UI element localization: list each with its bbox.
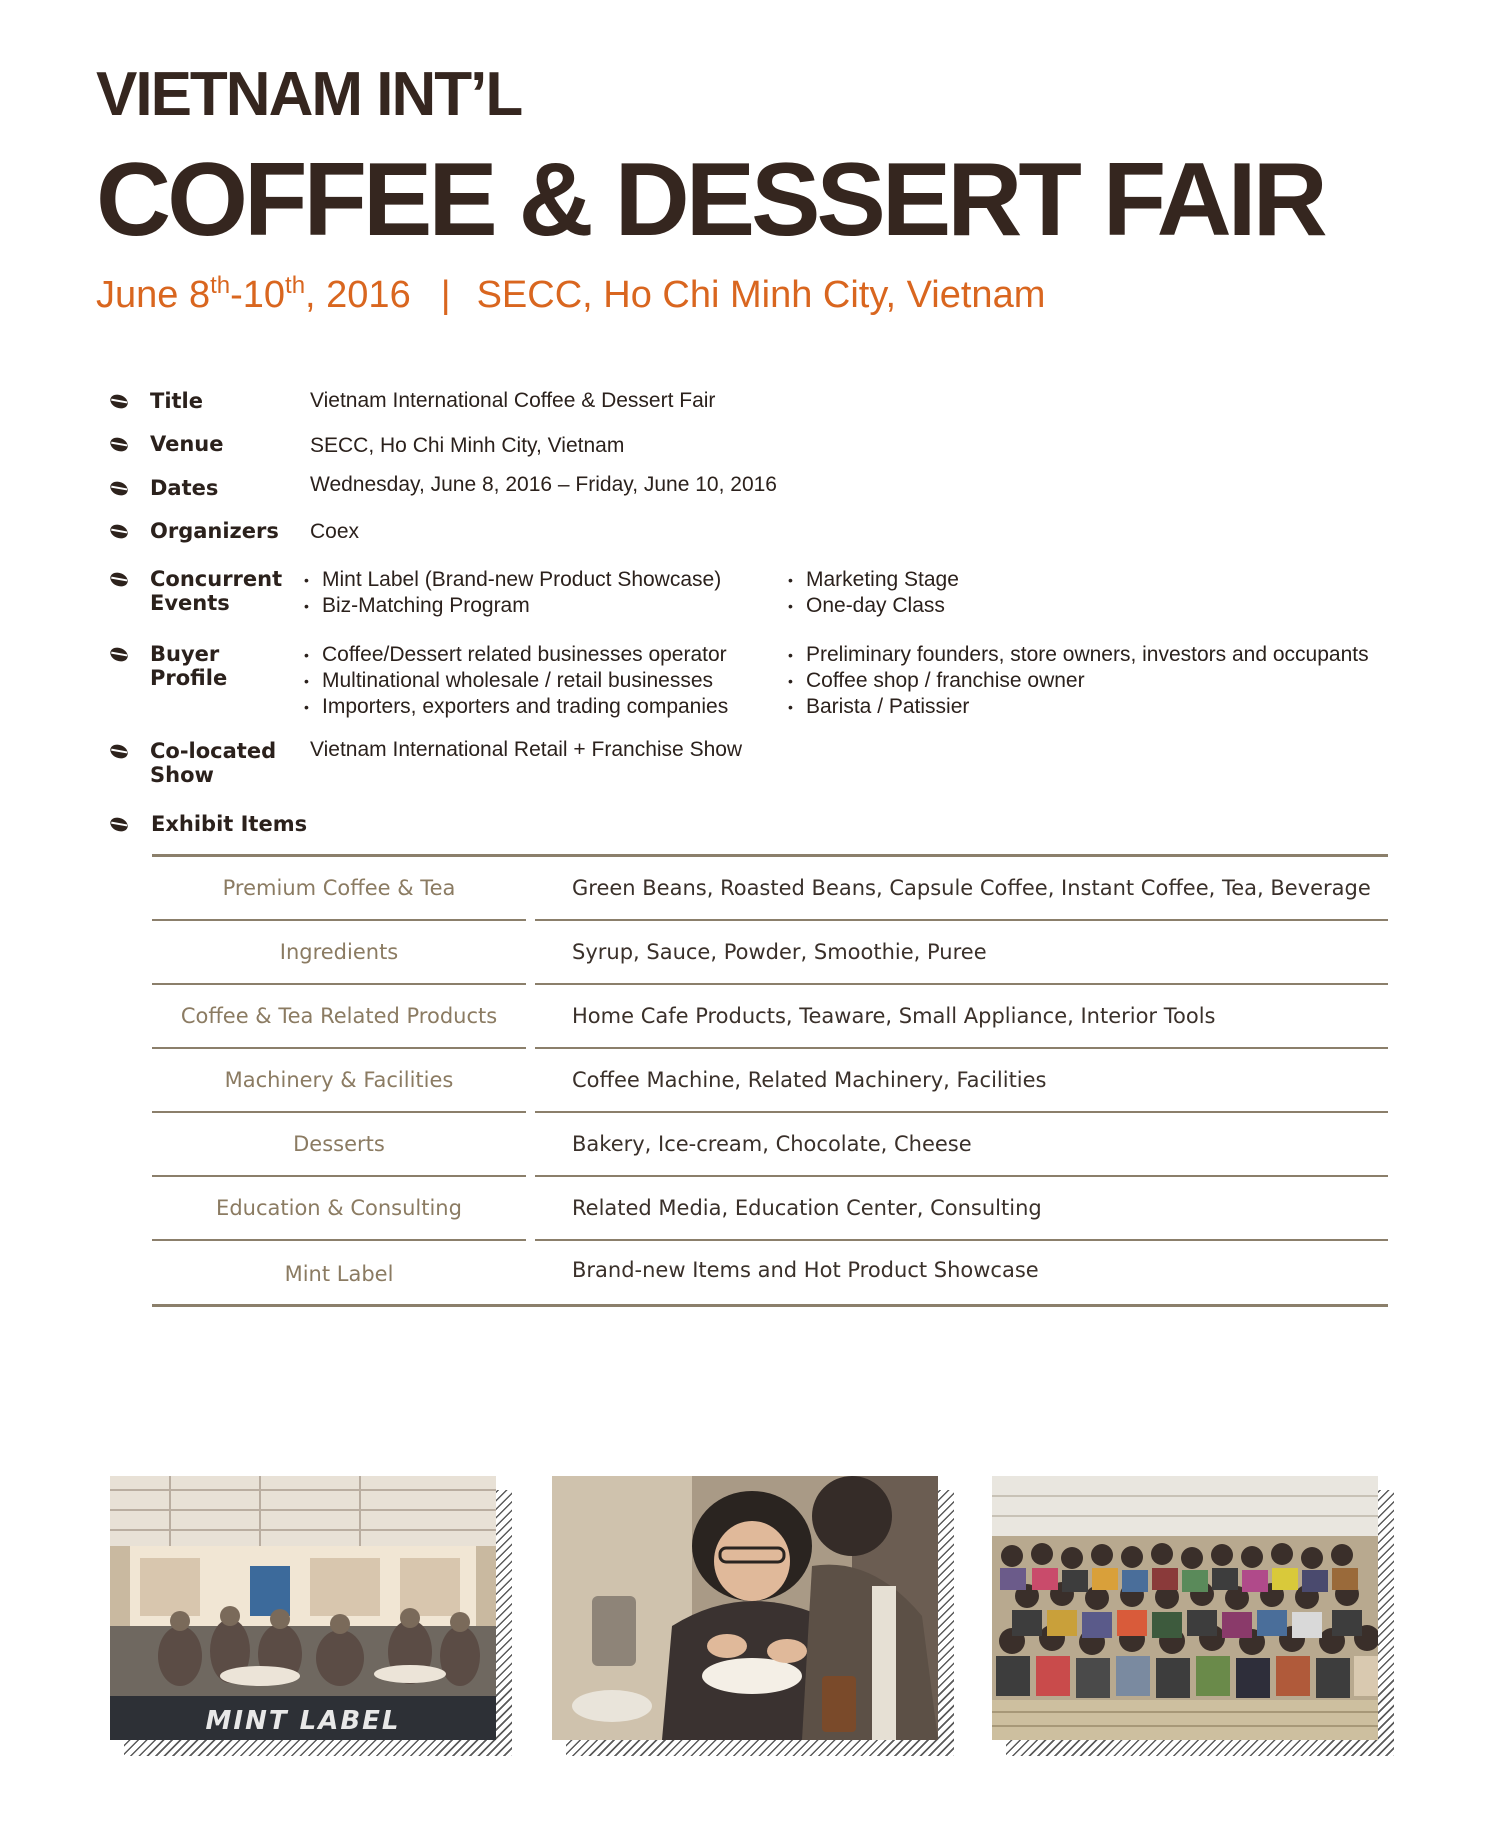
- list-item: • Importers, exporters and trading companies: [304, 694, 728, 720]
- table-row: [152, 1177, 1388, 1241]
- exhibit-category: Coffee & Tea Related Products: [180, 1004, 498, 1028]
- coffee-bean-icon: [108, 645, 130, 664]
- exhibit-category: Education & Consulting: [216, 1196, 462, 1220]
- coffee-bean-icon: [108, 815, 130, 834]
- coffee-bean-icon: [108, 742, 130, 761]
- audience-illustration: [992, 1476, 1378, 1740]
- concurrent-events-list-2: [788, 567, 959, 619]
- photo-image: [110, 1476, 496, 1740]
- photo-image: [552, 1476, 938, 1740]
- coffee-bean-icon: [108, 435, 130, 454]
- info-label: Exhibit Items: [151, 812, 308, 836]
- exhibit-items: Brand-new Items and Hot Product Showcase: [572, 1258, 1039, 1282]
- coffee-bean-icon: [108, 570, 130, 589]
- photo-mint-label-booth: [110, 1476, 512, 1756]
- photo-audience: [992, 1476, 1394, 1756]
- booth-illustration: [110, 1476, 496, 1740]
- concurrent-events-list-1: [304, 567, 721, 619]
- info-label-line: Concurrent: [150, 567, 283, 591]
- info-label: Venue: [150, 432, 224, 456]
- photo-image: [992, 1476, 1378, 1740]
- exhibit-items: Home Cafe Products, Teaware, Small Appliance, Interior Tools: [572, 1004, 1216, 1028]
- exhibit-items: Green Beans, Roasted Beans, Capsule Coffee, Instant Coffee, Tea, Beverage: [572, 876, 1371, 900]
- date-end-sup: th: [285, 272, 306, 299]
- photo-coffee-class: [552, 1476, 954, 1756]
- exhibit-category: Ingredients: [279, 940, 399, 964]
- title-line-2: COFFEE & DESSERT FAIR: [96, 142, 1324, 258]
- exhibit-category: Machinery & Facilities: [224, 1068, 454, 1092]
- separator: |: [440, 274, 451, 316]
- info-value: Wednesday, June 8, 2016 – Friday, June 10, 2016: [310, 473, 777, 496]
- info-value: Coex: [310, 520, 360, 543]
- table-row: [152, 1049, 1388, 1113]
- date-year: , 2016: [305, 274, 411, 316]
- exhibit-items: Bakery, Ice-cream, Chocolate, Cheese: [572, 1132, 972, 1156]
- exhibit-items: Related Media, Education Center, Consulting: [572, 1196, 1042, 1220]
- info-label-line: Show: [150, 763, 214, 787]
- buyer-profile-list-2: [788, 642, 1369, 720]
- list-item: • Coffee/Dessert related businesses operator: [304, 642, 728, 668]
- coffee-bean-icon: [108, 522, 130, 541]
- info-value: Vietnam International Retail + Franchise Show: [310, 738, 743, 761]
- info-label: Title: [150, 389, 204, 413]
- list-item: • Preliminary founders, store owners, investors and occupants: [788, 642, 1369, 668]
- table-row: [152, 985, 1388, 1049]
- list-item: • Marketing Stage: [788, 567, 959, 593]
- list-item: • Biz-Matching Program: [304, 593, 721, 619]
- date-start-sup: th: [210, 272, 231, 299]
- list-item: • Multinational wholesale / retail businesses: [304, 668, 728, 694]
- info-value: SECC, Ho Chi Minh City, Vietnam: [310, 434, 625, 457]
- info-label: Organizers: [150, 519, 279, 543]
- info-label-line: Profile: [150, 666, 228, 690]
- table-row: [152, 1241, 1388, 1307]
- location: SECC, Ho Chi Minh City, Vietnam: [476, 274, 1046, 316]
- info-label: [150, 567, 282, 615]
- date-end: -10: [230, 274, 286, 316]
- table-row: [152, 1113, 1388, 1177]
- list-item: • Coffee shop / franchise owner: [788, 668, 1369, 694]
- table-row: [152, 857, 1388, 921]
- date-start: June 8: [96, 274, 211, 316]
- floor-text: MINT LABEL: [205, 1706, 401, 1736]
- exhibit-items: Syrup, Sauce, Powder, Smoothie, Puree: [572, 940, 987, 964]
- buyer-profile-list-1: [304, 642, 728, 720]
- info-value: Vietnam International Coffee & Dessert Fair: [310, 389, 716, 412]
- table-bottom-line: [152, 1304, 1388, 1307]
- info-label-line: Buyer: [150, 642, 220, 666]
- list-item: • One-day Class: [788, 593, 959, 619]
- title-line-1: VIETNAM INT’L: [96, 60, 522, 129]
- coffee-bean-icon: [108, 479, 130, 498]
- exhibit-category: Mint Label: [284, 1262, 394, 1286]
- exhibit-items: Coffee Machine, Related Machinery, Facilities: [572, 1068, 1047, 1092]
- info-label: [150, 642, 227, 690]
- info-label-line: Co-located: [150, 739, 277, 763]
- coffee-bean-icon: [108, 392, 130, 411]
- list-item: • Mint Label (Brand-new Product Showcase): [304, 567, 721, 593]
- exhibit-category: Desserts: [293, 1132, 385, 1156]
- date-location-line: [96, 272, 1046, 316]
- info-label: Dates: [150, 476, 219, 500]
- class-illustration: [552, 1476, 938, 1740]
- list-item: • Barista / Patissier: [788, 694, 1369, 720]
- info-label-line: Events: [150, 591, 230, 615]
- info-label: [150, 739, 276, 787]
- exhibit-category: Premium Coffee & Tea: [222, 876, 456, 900]
- table-row: [152, 921, 1388, 985]
